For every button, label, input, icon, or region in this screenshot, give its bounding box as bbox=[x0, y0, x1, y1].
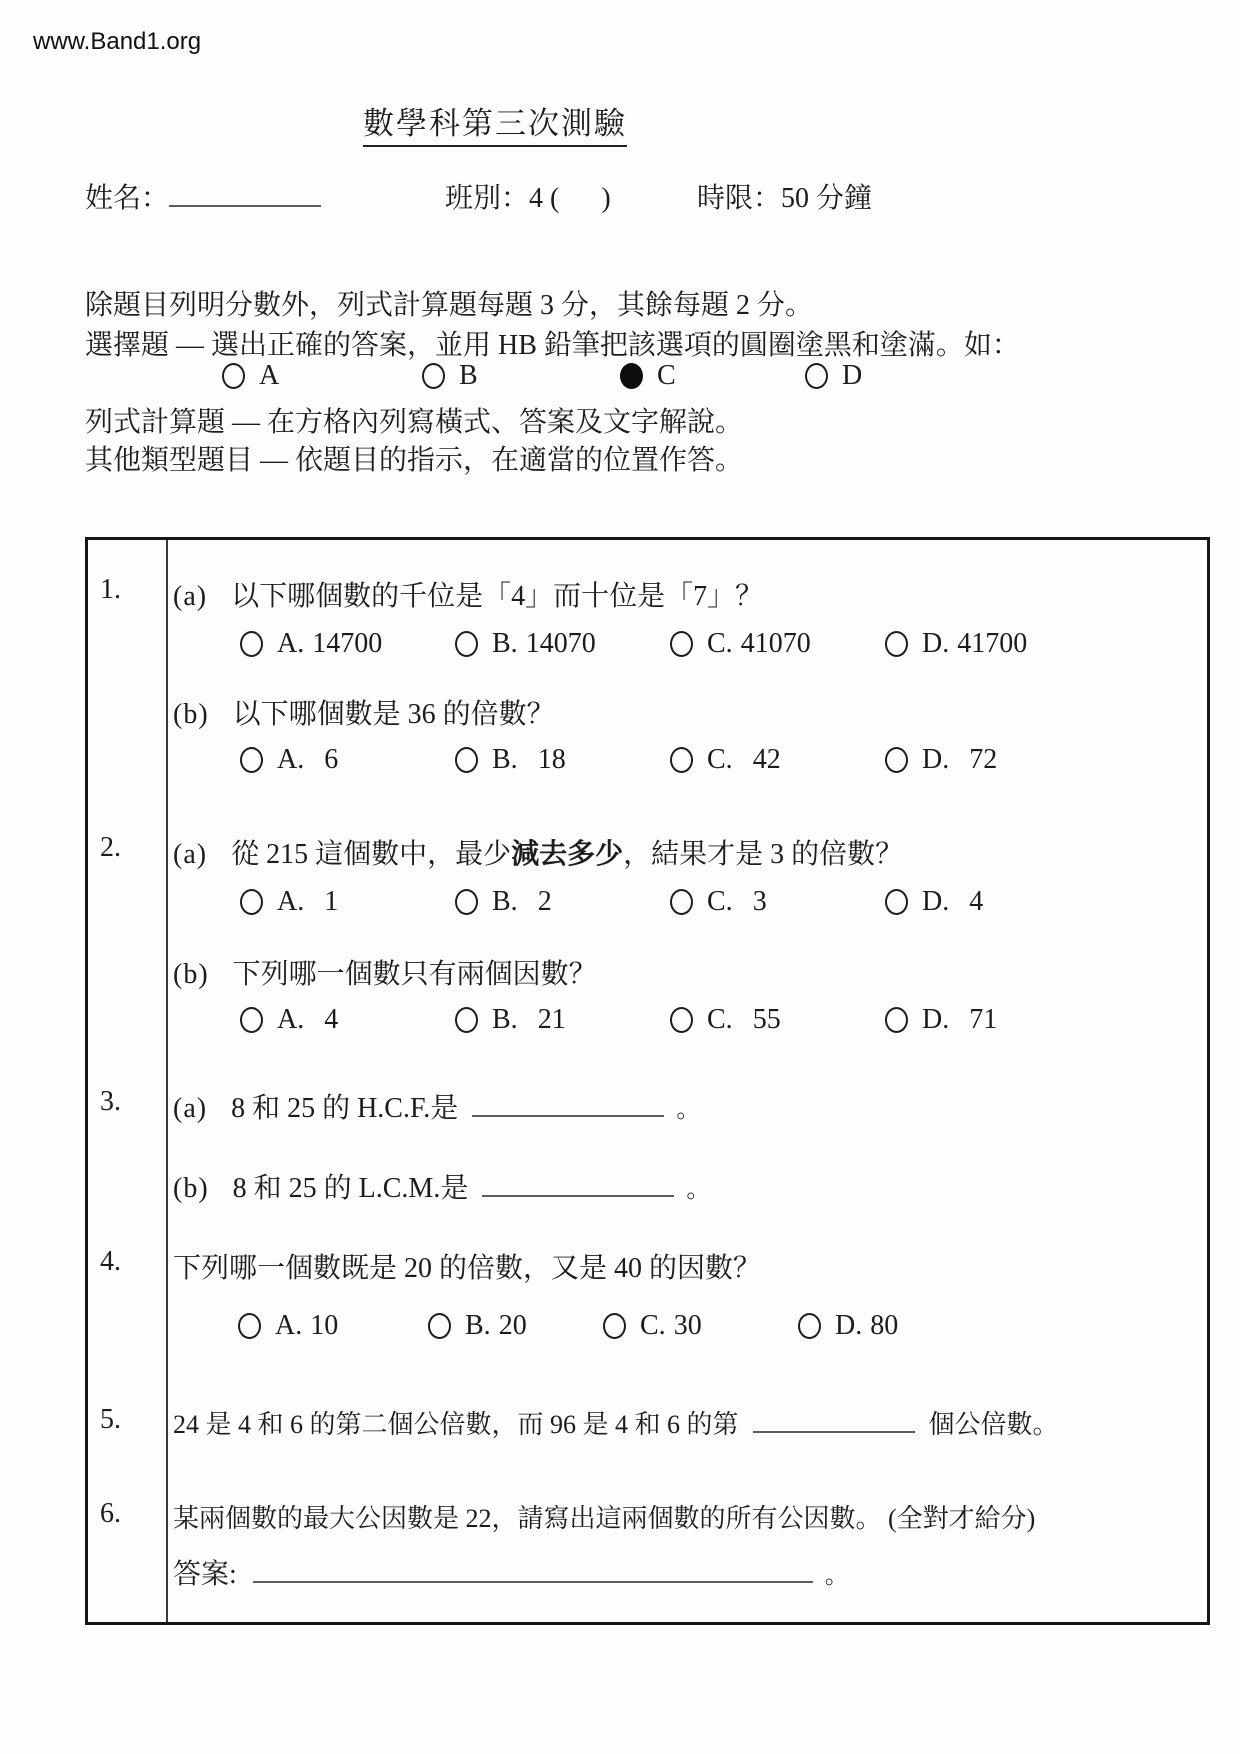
title-wrap bbox=[0, 98, 990, 143]
option-value: 2 bbox=[537, 886, 552, 917]
option-1a-B bbox=[455, 628, 596, 660]
option-value: 14070 bbox=[525, 628, 596, 659]
question-2b-options bbox=[240, 1004, 1140, 1038]
part-label-2a: (a) bbox=[173, 839, 208, 870]
option-value: 6 bbox=[324, 744, 339, 775]
option-value: 4 bbox=[969, 886, 984, 917]
question-1a-text: 以下哪個數的千位是「4」而十位是「7」？ bbox=[231, 581, 764, 612]
example-label-c: C bbox=[657, 360, 676, 391]
answer-bubble-4-C[interactable] bbox=[603, 1313, 626, 1339]
option-key: A. bbox=[275, 1310, 303, 1341]
answer-bubble-4-B[interactable] bbox=[428, 1313, 451, 1339]
option-value: 1 bbox=[324, 886, 339, 917]
answer-bubble-2a-D[interactable] bbox=[885, 889, 908, 915]
question-3a-text: 8 和 25 的 H.C.F.是 bbox=[231, 1093, 459, 1124]
answer-bubble-1a-A[interactable] bbox=[240, 631, 263, 657]
option-key: B. bbox=[492, 744, 518, 775]
question-6-answer-suffix: 。 bbox=[824, 1563, 849, 1589]
instruction-line-3: 列式計算題 — 在方格內列寫橫式、答案及文字解說。 bbox=[85, 407, 744, 438]
name-label: 姓名： bbox=[85, 183, 170, 214]
answer-bubble-1b-C[interactable] bbox=[670, 747, 693, 773]
option-value: 20 bbox=[498, 1310, 527, 1341]
option-key: B. bbox=[492, 886, 518, 917]
question-6-text-row bbox=[173, 1498, 1035, 1535]
part-label-2b: (b) bbox=[173, 959, 209, 990]
answer-bubble-2a-C[interactable] bbox=[670, 889, 693, 915]
name-blank[interactable] bbox=[169, 177, 321, 207]
option-4-B bbox=[428, 1310, 527, 1342]
question-2a-text-suffix: ，結果才是 3 的倍數？ bbox=[623, 839, 904, 870]
option-2a-A bbox=[240, 886, 338, 918]
option-value: 30 bbox=[673, 1310, 702, 1341]
option-key: A. bbox=[277, 886, 305, 917]
option-key: D. bbox=[922, 1004, 950, 1035]
example-option-c bbox=[620, 360, 676, 392]
answer-bubble-1a-D[interactable] bbox=[885, 631, 908, 657]
option-1b-D bbox=[885, 744, 997, 776]
example-bubble-c-filled bbox=[620, 363, 643, 389]
example-bubble-d bbox=[805, 363, 828, 389]
question-3-number: 3. bbox=[100, 1086, 121, 1117]
question-3b-row bbox=[173, 1166, 710, 1206]
answer-bubble-1b-B[interactable] bbox=[455, 747, 478, 773]
answer-blank-3a[interactable] bbox=[472, 1087, 664, 1117]
question-1-number: 1. bbox=[100, 574, 121, 605]
example-bubble-a bbox=[222, 363, 245, 389]
option-value: 55 bbox=[752, 1004, 781, 1035]
option-value: 42 bbox=[752, 744, 781, 775]
answer-bubble-1b-A[interactable] bbox=[240, 747, 263, 773]
question-3b-text: 8 和 25 的 L.C.M.是 bbox=[232, 1173, 469, 1204]
option-value: 72 bbox=[969, 744, 998, 775]
question-3b-suffix: 。 bbox=[686, 1177, 711, 1203]
option-key: A. bbox=[277, 1004, 305, 1035]
question-1b-text-row bbox=[173, 692, 555, 732]
option-key: C. bbox=[707, 628, 733, 659]
question-6-answer-row bbox=[173, 1552, 849, 1592]
answer-bubble-2b-C[interactable] bbox=[670, 1007, 693, 1033]
option-value: 41700 bbox=[957, 628, 1028, 659]
answer-bubble-2b-A[interactable] bbox=[240, 1007, 263, 1033]
answer-blank-6[interactable] bbox=[253, 1553, 813, 1583]
question-5-text-after: 個公倍數。 bbox=[928, 1410, 1059, 1439]
option-key: A. bbox=[277, 628, 305, 659]
answer-bubble-4-D[interactable] bbox=[798, 1313, 821, 1339]
option-value: 41070 bbox=[740, 628, 811, 659]
answer-blank-5[interactable] bbox=[753, 1405, 915, 1433]
answer-bubble-2a-A[interactable] bbox=[240, 889, 263, 915]
option-key: D. bbox=[922, 886, 950, 917]
question-4-options bbox=[238, 1310, 1138, 1344]
option-key: C. bbox=[707, 744, 733, 775]
part-label-3b: (b) bbox=[173, 1173, 209, 1204]
option-4-C bbox=[603, 1310, 702, 1342]
option-value: 3 bbox=[752, 886, 767, 917]
page-title: 數學科第三次測驗 bbox=[363, 106, 627, 147]
answer-bubble-2b-D[interactable] bbox=[885, 1007, 908, 1033]
option-value: 14700 bbox=[312, 628, 383, 659]
question-4-number: 4. bbox=[100, 1246, 121, 1277]
question-3a-row bbox=[173, 1086, 700, 1126]
part-label-1b: (b) bbox=[173, 699, 209, 730]
question-5-text-before: 24 是 4 和 6 的第二個公倍數，而 96 是 4 和 6 的第 bbox=[173, 1410, 739, 1439]
answer-blank-3b[interactable] bbox=[482, 1167, 674, 1197]
answer-bubble-2b-B[interactable] bbox=[455, 1007, 478, 1033]
option-key: D. bbox=[922, 744, 950, 775]
option-key: D. bbox=[922, 628, 950, 659]
part-label-3a: (a) bbox=[173, 1093, 208, 1124]
option-4-A bbox=[238, 1310, 338, 1342]
option-key: D. bbox=[835, 1310, 863, 1341]
option-2b-C bbox=[670, 1004, 781, 1036]
option-value: 71 bbox=[969, 1004, 998, 1035]
question-2b-text: 下列哪一個數只有兩個因數？ bbox=[232, 959, 597, 990]
question-2-number: 2. bbox=[100, 832, 121, 863]
option-1a-D bbox=[885, 628, 1027, 660]
question-1a-text-row bbox=[173, 574, 763, 614]
example-options-row bbox=[0, 360, 1240, 396]
instruction-line-2: 選擇題 — 選出正確的答案，並用 HB 鉛筆把該選項的圓圈塗黑和塗滿。如： bbox=[85, 330, 1020, 361]
option-key: A. bbox=[277, 744, 305, 775]
option-2a-D bbox=[885, 886, 983, 918]
example-option-d bbox=[805, 360, 862, 392]
option-2a-B bbox=[455, 886, 552, 918]
example-bubble-b bbox=[422, 363, 445, 389]
option-2b-D bbox=[885, 1004, 997, 1036]
option-key: C. bbox=[707, 886, 733, 917]
question-2a-options bbox=[240, 886, 1140, 920]
option-1b-A bbox=[240, 744, 338, 776]
question-4-text: 下列哪一個數既是 20 的倍數，又是 40 的因數？ bbox=[173, 1253, 762, 1284]
question-2a-text-row bbox=[173, 832, 903, 872]
option-key: B. bbox=[492, 1004, 518, 1035]
option-key: C. bbox=[707, 1004, 733, 1035]
option-value: 80 bbox=[870, 1310, 899, 1341]
option-value: 18 bbox=[537, 744, 566, 775]
example-option-a bbox=[222, 360, 279, 392]
option-4-D bbox=[798, 1310, 898, 1342]
part-label-1a: (a) bbox=[173, 581, 208, 612]
answer-bubble-4-A[interactable] bbox=[238, 1313, 261, 1339]
question-1a-options bbox=[240, 628, 1140, 662]
answer-bubble-2a-B[interactable] bbox=[455, 889, 478, 915]
table-divider bbox=[166, 540, 168, 1622]
question-1b-options bbox=[240, 744, 1140, 778]
question-6-number: 6. bbox=[100, 1498, 121, 1529]
example-label-a: A bbox=[259, 360, 280, 391]
answer-bubble-1b-D[interactable] bbox=[885, 747, 908, 773]
answer-bubble-1a-B[interactable] bbox=[455, 631, 478, 657]
option-2a-C bbox=[670, 886, 767, 918]
answer-bubble-1a-C[interactable] bbox=[670, 631, 693, 657]
question-2a-text-bold: 減去多少 bbox=[511, 839, 624, 870]
name-field bbox=[85, 176, 321, 216]
question-4-text-row bbox=[173, 1246, 761, 1286]
class-label: 班別：4 ( ) bbox=[445, 183, 611, 214]
example-label-b: B bbox=[459, 360, 478, 391]
option-key: B. bbox=[465, 1310, 491, 1341]
option-1b-C bbox=[670, 744, 781, 776]
question-6-text: 某兩個數的最大公因數是 22，請寫出這兩個數的所有公因數。 (全對才給分) bbox=[173, 1504, 1036, 1533]
option-value: 21 bbox=[537, 1004, 566, 1035]
option-2b-A bbox=[240, 1004, 338, 1036]
site-url: www.Band1.org bbox=[33, 28, 202, 55]
option-key: B. bbox=[492, 628, 518, 659]
question-6-answer-label: 答案: bbox=[173, 1559, 237, 1590]
option-1a-A bbox=[240, 628, 382, 660]
question-5-row bbox=[173, 1404, 1059, 1441]
question-2a-text-prefix: 從 215 這個數中，最少 bbox=[231, 839, 512, 870]
question-2b-text-row bbox=[173, 952, 597, 992]
option-value: 4 bbox=[324, 1004, 339, 1035]
example-option-b bbox=[422, 360, 478, 392]
time-limit-label: 時限：50 分鐘 bbox=[697, 183, 873, 214]
question-1b-text: 以下哪個數是 36 的倍數？ bbox=[232, 699, 555, 730]
option-value: 10 bbox=[310, 1310, 339, 1341]
example-label-d: D bbox=[842, 360, 863, 391]
instruction-line-1: 除題目列明分數外，列式計算題每題 3 分，其餘每題 2 分。 bbox=[85, 290, 814, 321]
questions-table bbox=[85, 537, 1210, 1625]
option-1b-B bbox=[455, 744, 566, 776]
question-5-number: 5. bbox=[100, 1404, 121, 1435]
question-3a-suffix: 。 bbox=[676, 1097, 701, 1123]
instruction-line-4: 其他類型題目 — 依題目的指示，在適當的位置作答。 bbox=[85, 445, 744, 476]
option-2b-B bbox=[455, 1004, 566, 1036]
option-1a-C bbox=[670, 628, 811, 660]
option-key: C. bbox=[640, 1310, 666, 1341]
